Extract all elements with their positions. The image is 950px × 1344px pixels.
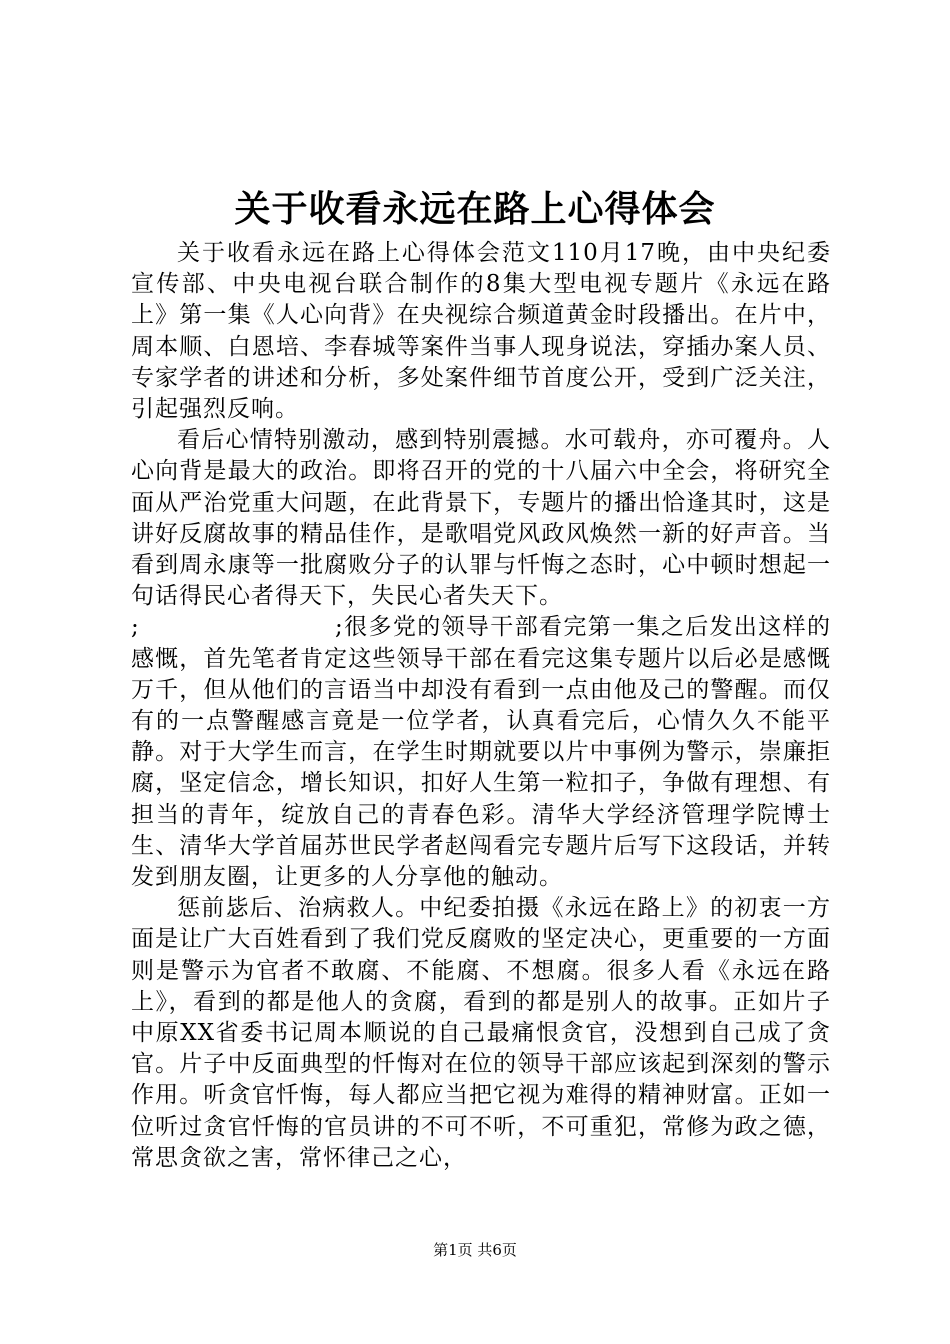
- paragraph-4: 惩前毖后、治病救人。中纪委拍摄《永远在路上》的初衷一方面是让广大百姓看到了我们党反腐败的坚定决心，更重要的一方面则是警示为官者不敢腐、不能腐、不想腐。很多人看《永远在路上》，看到的都是他人的贪腐，看到的都是别人的故事。正如片子中原XX省委书记周本顺说的自己最痛恨贪官，没想到自己成了贪官。片子中反面典型的忏悔对在位的领导干部应该起到深刻的警示作用。听贪官忏悔，每人都应当把它视为难得的精神财富。正如一位听过贪官忏悔的官员讲的不可不听，不可重犯，常修为政之德，常思贪欲之害，常怀律己之心，: [131, 895, 831, 1171]
- document-title: 关于收看永远在路上心得体会: [234, 188, 716, 230]
- page-footer: 第1页 共6页: [433, 1241, 517, 1259]
- paragraph-3: ; ;很多党的领导干部看完第一集之后发出这样的感慨，首先笔者肯定这些领导干部在看完这集专题片以后必是感慨万千，但从他们的言语当中却没有看到一点由他及己的警醒。而仅有的一点警醒感言竟是一位学者，认真看完后，心情久久不能平静。对于大学生而言，在学生时期就要以片中事例为警示，崇廉拒腐，坚定信念，增长知识，扣好人生第一粒扣子，争做有理想、有担当的青年，绽放自己的青春色彩。清华大学经济管理学院博士生、清华大学首届苏世民学者赵闯看完专题片后写下这段话，并转发到朋友圈，让更多的人分享他的触动。: [131, 614, 831, 891]
- paragraph-1: 关于收看永远在路上心得体会范文110月17晚，由中央纪委宣传部、中央电视台联合制作的8集大型电视专题片《永远在路上》第一集《人心向背》在央视综合频道黄金时段播出。在片中，周本顺、白恩培、李春城等案件当事人现身说法，穿插办案人员、专家学者的讲述和分析，多处案件细节首度公开，受到广泛关注，引起强烈反响。: [131, 240, 831, 423]
- document-body: [131, 238, 831, 1174]
- paragraph-2: 看后心情特别激动，感到特别震撼。水可载舟，亦可覆舟。人心向背是最大的政治。即将召开的党的十八届六中全会，将研究全面从严治党重大问题，在此背景下，专题片的播出恰逢其时，这是讲好反腐故事的精品佳作，是歌唱党风政风焕然一新的好声音。当看到周永康等一批腐败分子的认罪与忏悔之态时，心中顿时想起一句话得民心者得天下，失民心者失天下。: [131, 427, 831, 610]
